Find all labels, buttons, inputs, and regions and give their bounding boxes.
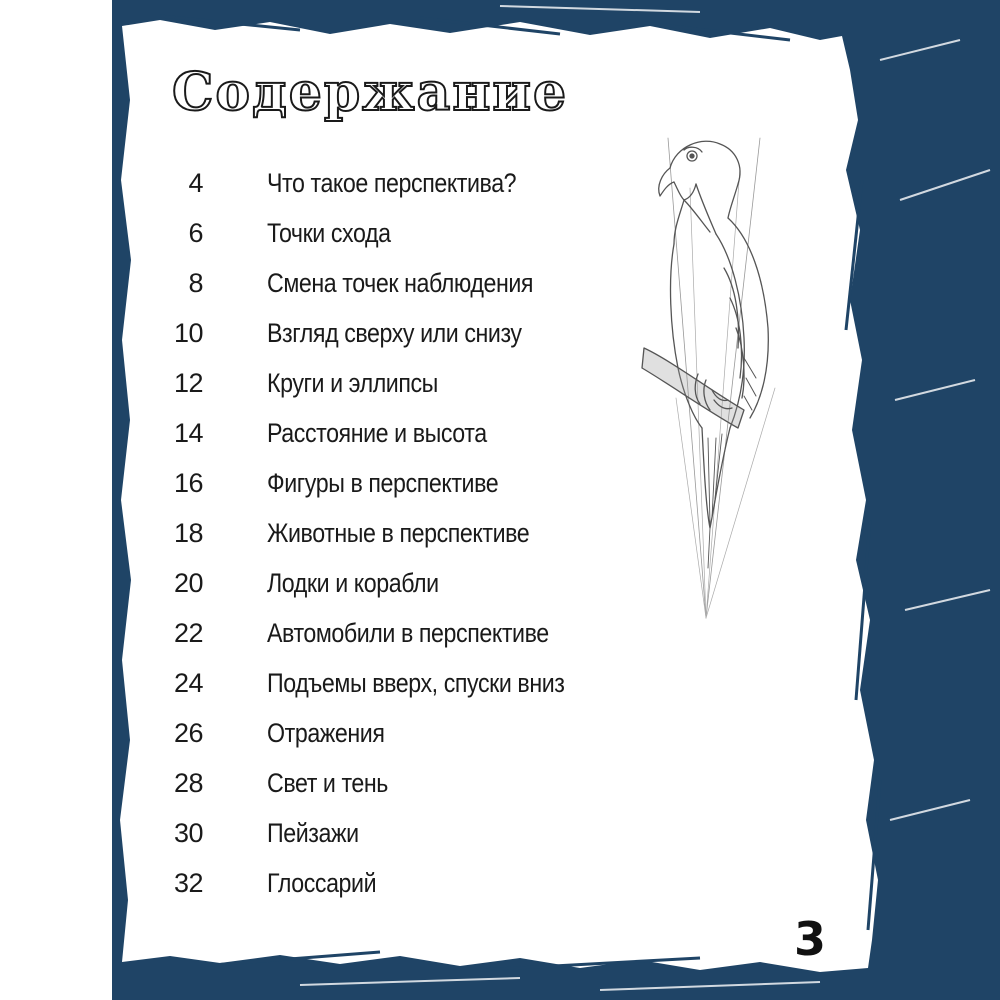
toc-row[interactable] (150, 818, 650, 868)
toc-page-number: 6 (188, 218, 203, 248)
toc-page-number: 10 (173, 318, 203, 348)
toc-label: Отражения (267, 718, 385, 748)
toc-row[interactable] (150, 718, 650, 768)
toc-label: Круги и эллипсы (267, 368, 438, 398)
toc-label: Лодки и корабли (267, 568, 439, 598)
toc-label: Животные в перспективе (267, 518, 530, 548)
toc-label: Пейзажи (267, 818, 359, 848)
toc-row[interactable] (150, 868, 650, 918)
toc-page-number: 8 (188, 268, 203, 298)
toc-row[interactable] (150, 318, 650, 368)
toc-page-number: 14 (173, 418, 203, 448)
toc-page-number: 20 (173, 568, 203, 598)
page-title: Содержание (172, 62, 569, 123)
toc-row[interactable] (150, 268, 650, 318)
toc-row[interactable] (150, 668, 650, 718)
toc-label: Фигуры в перспективе (267, 468, 499, 498)
toc-label: Взгляд сверху или снизу (267, 318, 522, 348)
toc-row[interactable] (150, 218, 650, 268)
toc-label: Свет и тень (267, 768, 388, 798)
toc-page-number: 24 (173, 668, 203, 698)
toc-label: Расстояние и высота (267, 418, 487, 448)
toc-page-number: 12 (173, 368, 203, 398)
toc-label: Глоссарий (267, 868, 377, 898)
toc-page-number: 32 (173, 868, 203, 898)
toc-row[interactable] (150, 768, 650, 818)
toc-page-number: 30 (173, 818, 203, 848)
toc-page-number: 28 (173, 768, 203, 798)
toc-page-number: 16 (173, 468, 203, 498)
toc-label: Подъемы вверх, спуски вниз (267, 668, 565, 698)
toc-row[interactable] (150, 368, 650, 418)
toc-label: Что такое перспектива? (267, 168, 517, 198)
table-of-contents (150, 168, 650, 918)
toc-label: Автомобили в перспективе (267, 618, 549, 648)
toc-row[interactable] (150, 618, 650, 668)
toc-page-number: 4 (188, 168, 203, 198)
toc-row[interactable] (150, 418, 650, 468)
toc-page-number: 26 (173, 718, 203, 748)
toc-row[interactable] (150, 518, 650, 568)
toc-label: Точки схода (267, 218, 391, 248)
toc-label: Смена точек наблюдения (267, 268, 534, 298)
toc-page-number: 22 (173, 618, 203, 648)
page-number: 3 (794, 912, 827, 966)
toc-row[interactable] (150, 568, 650, 618)
toc-page-number: 18 (173, 518, 203, 548)
parrot-sketch-illustration (640, 128, 790, 628)
toc-row[interactable] (150, 468, 650, 518)
toc-row[interactable] (150, 168, 650, 218)
